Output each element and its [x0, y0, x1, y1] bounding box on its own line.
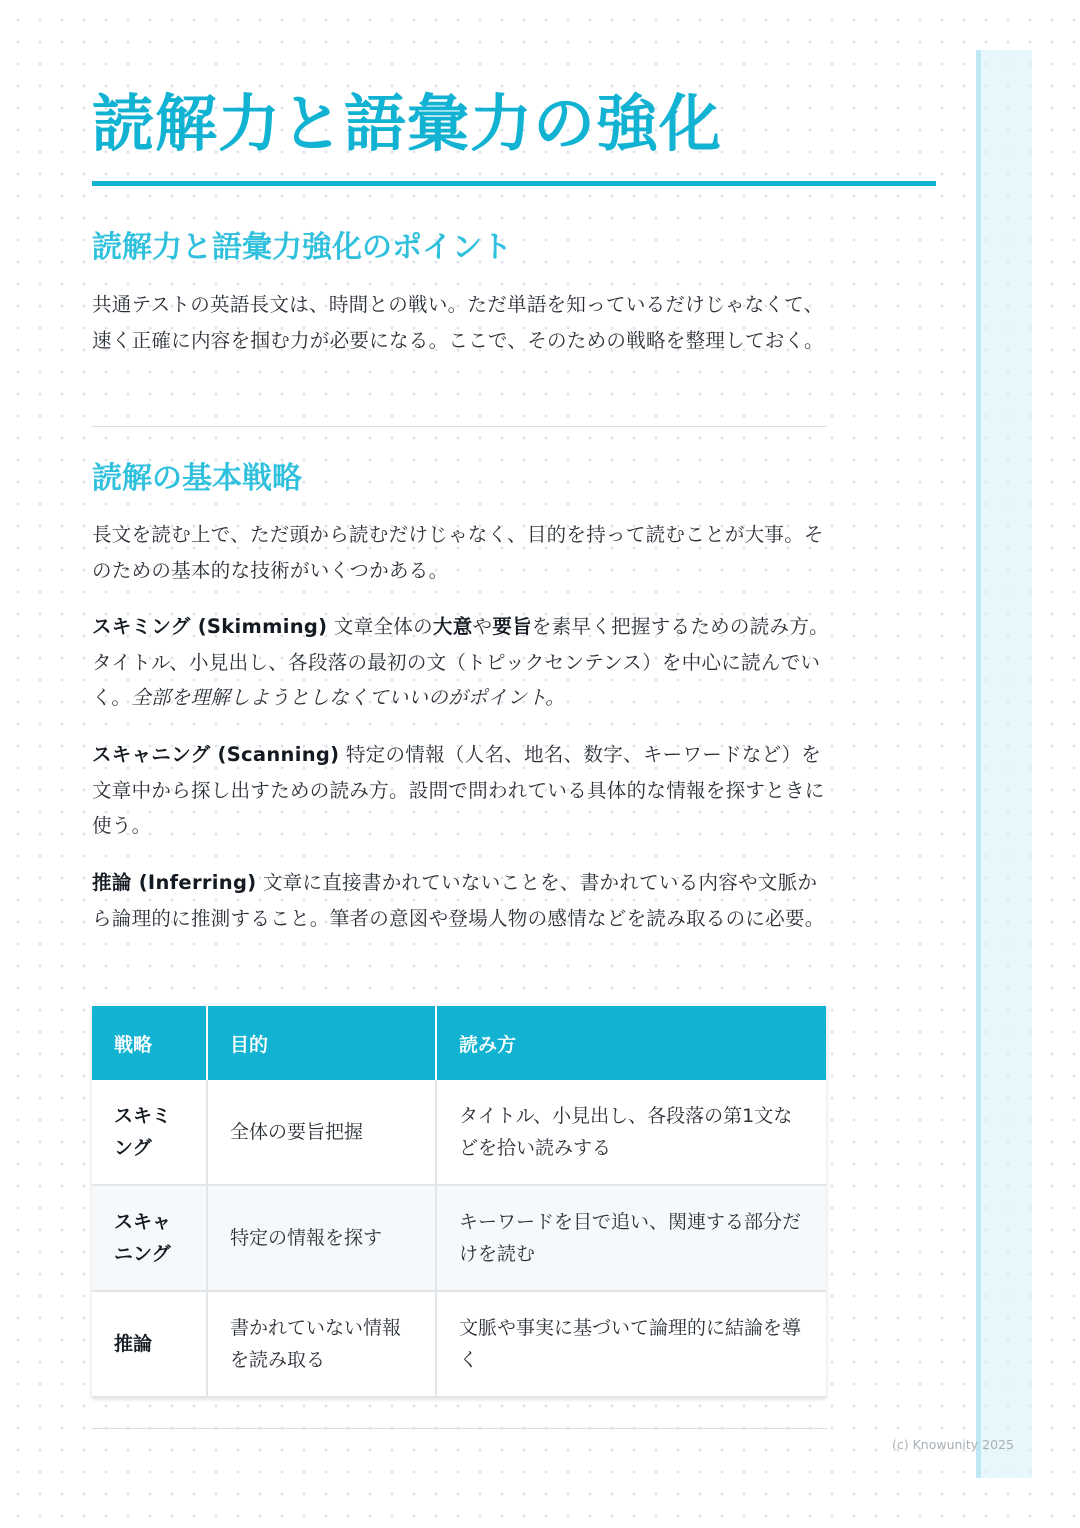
copyright-text: (c) Knowunity 2025	[892, 1437, 1014, 1452]
row-method: キーワードを目で追い、関連する部分だけを読む	[436, 1185, 826, 1291]
row-method: タイトル、小見出し、各段落の第1文などを拾い読みする	[436, 1080, 826, 1185]
table-row	[92, 1080, 826, 1185]
skimming-text-2: や	[472, 615, 493, 638]
row-purpose: 特定の情報を探す	[207, 1185, 436, 1291]
header-method: 読み方	[436, 1006, 826, 1080]
header-strategy: 戦略	[92, 1006, 207, 1080]
row-method: 文脈や事実に基づいて論理的に結論を導く	[436, 1291, 826, 1397]
row-strategy-name: スキミング	[92, 1080, 207, 1185]
skimming-text-3: を素早く把握するための読み方。タイトル、小見出し、各段落の最初の文（トピックセンテンス）を中心に読んでいく。	[92, 615, 829, 709]
table-row	[92, 1185, 826, 1291]
row-strategy-name: 推論	[92, 1291, 207, 1397]
skimming-term: スキミング (Skimming)	[92, 615, 328, 638]
strategy-table	[92, 1006, 826, 1398]
footer-divider	[92, 1428, 827, 1429]
row-purpose: 書かれていない情報を読み取る	[207, 1291, 436, 1397]
scanning-text: 特定の情報（人名、地名、数字、キーワードなど）を文章中から探し出すための読み方。設問で問われている具体的な情報を探すときに使う。	[92, 743, 825, 837]
skimming-tip: 全部を理解しようとしなくていいのがポイント。	[131, 686, 566, 709]
skimming-paragraph	[92, 609, 832, 716]
skimming-keyword-summary: 要旨	[492, 615, 532, 638]
skimming-text-1: 文章全体の	[327, 615, 433, 638]
inferring-paragraph	[92, 865, 832, 936]
section-heading-strategy: 読解の基本戦略	[92, 461, 302, 496]
scanning-paragraph	[92, 737, 832, 844]
inferring-text: 文章に直接書かれていないことを、書かれている内容や文脈から論理的に推測すること。筆者の意図や登場人物の感情などを読み取るのに必要。	[92, 871, 825, 930]
skimming-keyword-gist: 大意	[432, 615, 473, 638]
table-row	[92, 1291, 826, 1397]
scanning-term: スキャニング (Scanning)	[92, 743, 340, 766]
strategy-intro-paragraph: 長文を読む上で、ただ頭から読むだけじゃなく、目的を持って読むことが大事。そのための基本的な技術がいくつかある。	[92, 523, 824, 582]
table-header-row	[92, 1006, 826, 1080]
points-paragraph: 共通テストの英語長文は、時間との戦い。ただ単語を知っているだけじゃなくて、速く正確に内容を掴む力が必要になる。ここで、そのための戦略を整理しておく。	[92, 293, 824, 352]
inferring-term: 推論 (Inferring)	[92, 871, 257, 894]
section-heading-points: 読解力と語彙力強化のポイント	[92, 230, 512, 265]
row-purpose: 全体の要旨把握	[207, 1080, 436, 1185]
side-margin-strip	[976, 50, 1032, 1478]
section-divider	[92, 426, 827, 427]
title-underline	[92, 181, 936, 186]
page-title: 読解力と語彙力の強化	[92, 87, 723, 160]
header-purpose: 目的	[207, 1006, 436, 1080]
row-strategy-name: スキャニング	[92, 1185, 207, 1291]
